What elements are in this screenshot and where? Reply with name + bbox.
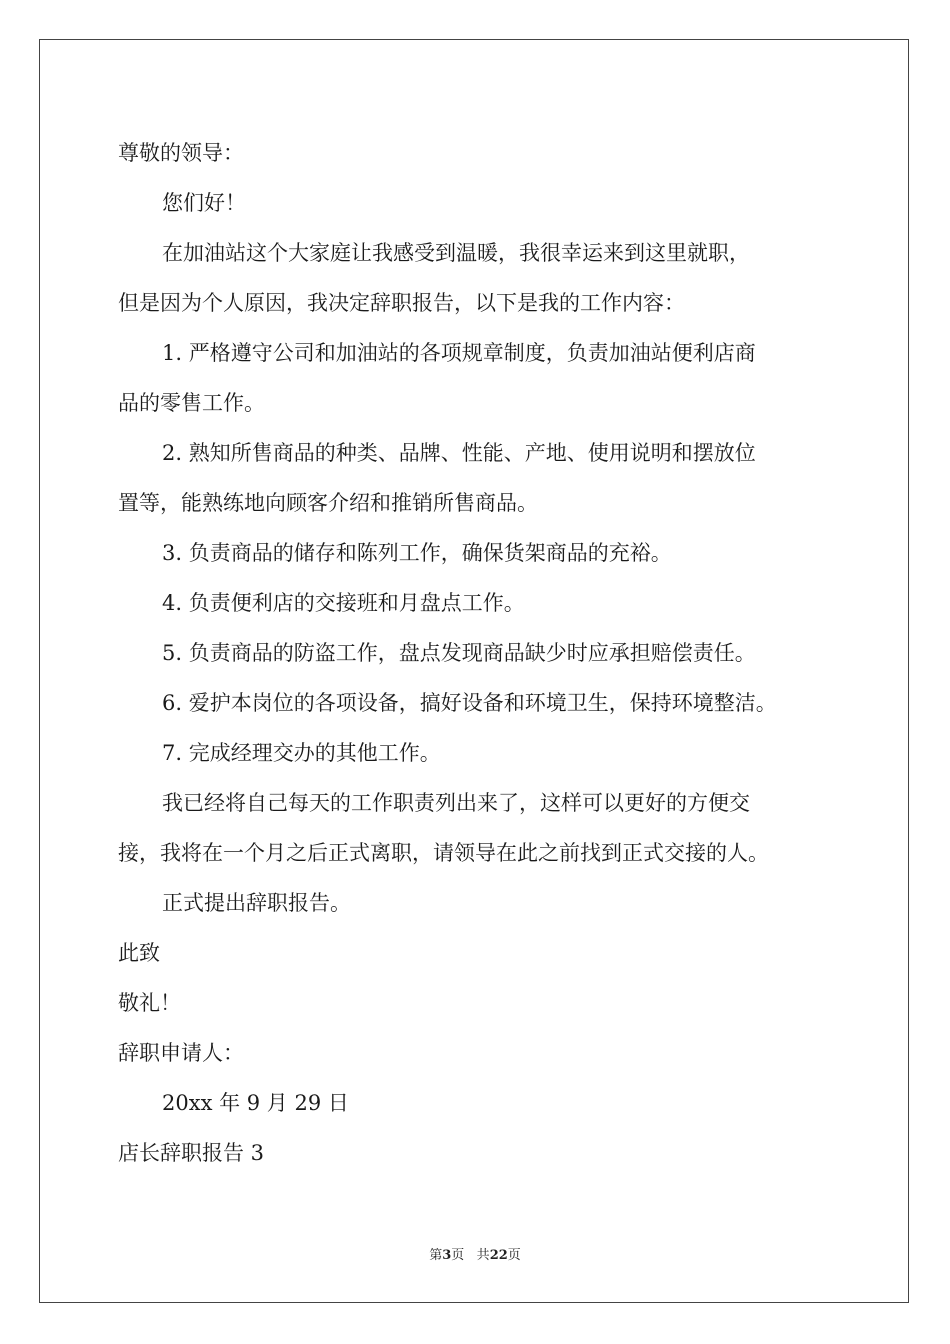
total-prefix: 共: [476, 1248, 490, 1263]
paragraph-line: 但是因为个人原因，我决定辞职报告，以下是我的工作内容：: [118, 291, 685, 315]
document-body: [118, 128, 858, 1178]
duty-item-1: 1. 严格遵守公司和加油站的各项规章制度，负责加油站便利店商: [162, 341, 756, 365]
duty-item-2-cont: 置等，能熟练地向顾客介绍和推销所售商品。: [118, 491, 538, 515]
page-number: 3: [442, 1248, 452, 1263]
total-pages: 22: [489, 1248, 508, 1263]
duty-item-4: 4. 负责便利店的交接班和月盘点工作。: [162, 591, 525, 615]
page-prefix: 第: [429, 1248, 443, 1263]
total-suffix: 页: [507, 1248, 521, 1263]
duty-item-2: 2. 熟知所售商品的种类、品牌、性能、产地、使用说明和摆放位: [162, 441, 756, 465]
paragraph-line: 我已经将自己每天的工作职责列出来了，这样可以更好的方便交: [162, 791, 750, 815]
duty-item-6: 6. 爱护本岗位的各项设备，搞好设备和环境卫生，保持环境整洁。: [162, 691, 777, 715]
statement: 正式提出辞职报告。: [162, 891, 351, 915]
date: 20xx 年 9 月 29 日: [162, 1091, 349, 1115]
duty-item-1-cont: 品的零售工作。: [118, 391, 265, 415]
duty-item-7: 7. 完成经理交办的其他工作。: [162, 741, 441, 765]
section-title: 店长辞职报告 3: [118, 1141, 265, 1165]
salutation: 尊敬的领导：: [118, 141, 244, 165]
duty-item-5: 5. 负责商品的防盗工作，盘点发现商品缺少时应承担赔偿责任。: [162, 641, 756, 665]
page-footer: [0, 1244, 950, 1263]
page-suffix: 页: [451, 1248, 465, 1263]
closing-salute: 敬礼！: [118, 991, 181, 1015]
greeting: 您们好！: [162, 191, 246, 215]
paragraph-line: 在加油站这个大家庭让我感受到温暖，我很幸运来到这里就职，: [162, 241, 750, 265]
paragraph-line: 接，我将在一个月之后正式离职，请领导在此之前找到正式交接的人。: [118, 841, 769, 865]
duty-item-3: 3. 负责商品的储存和陈列工作，确保货架商品的充裕。: [162, 541, 672, 565]
applicant-label: 辞职申请人：: [118, 1041, 244, 1065]
closing: 此致: [118, 941, 160, 965]
